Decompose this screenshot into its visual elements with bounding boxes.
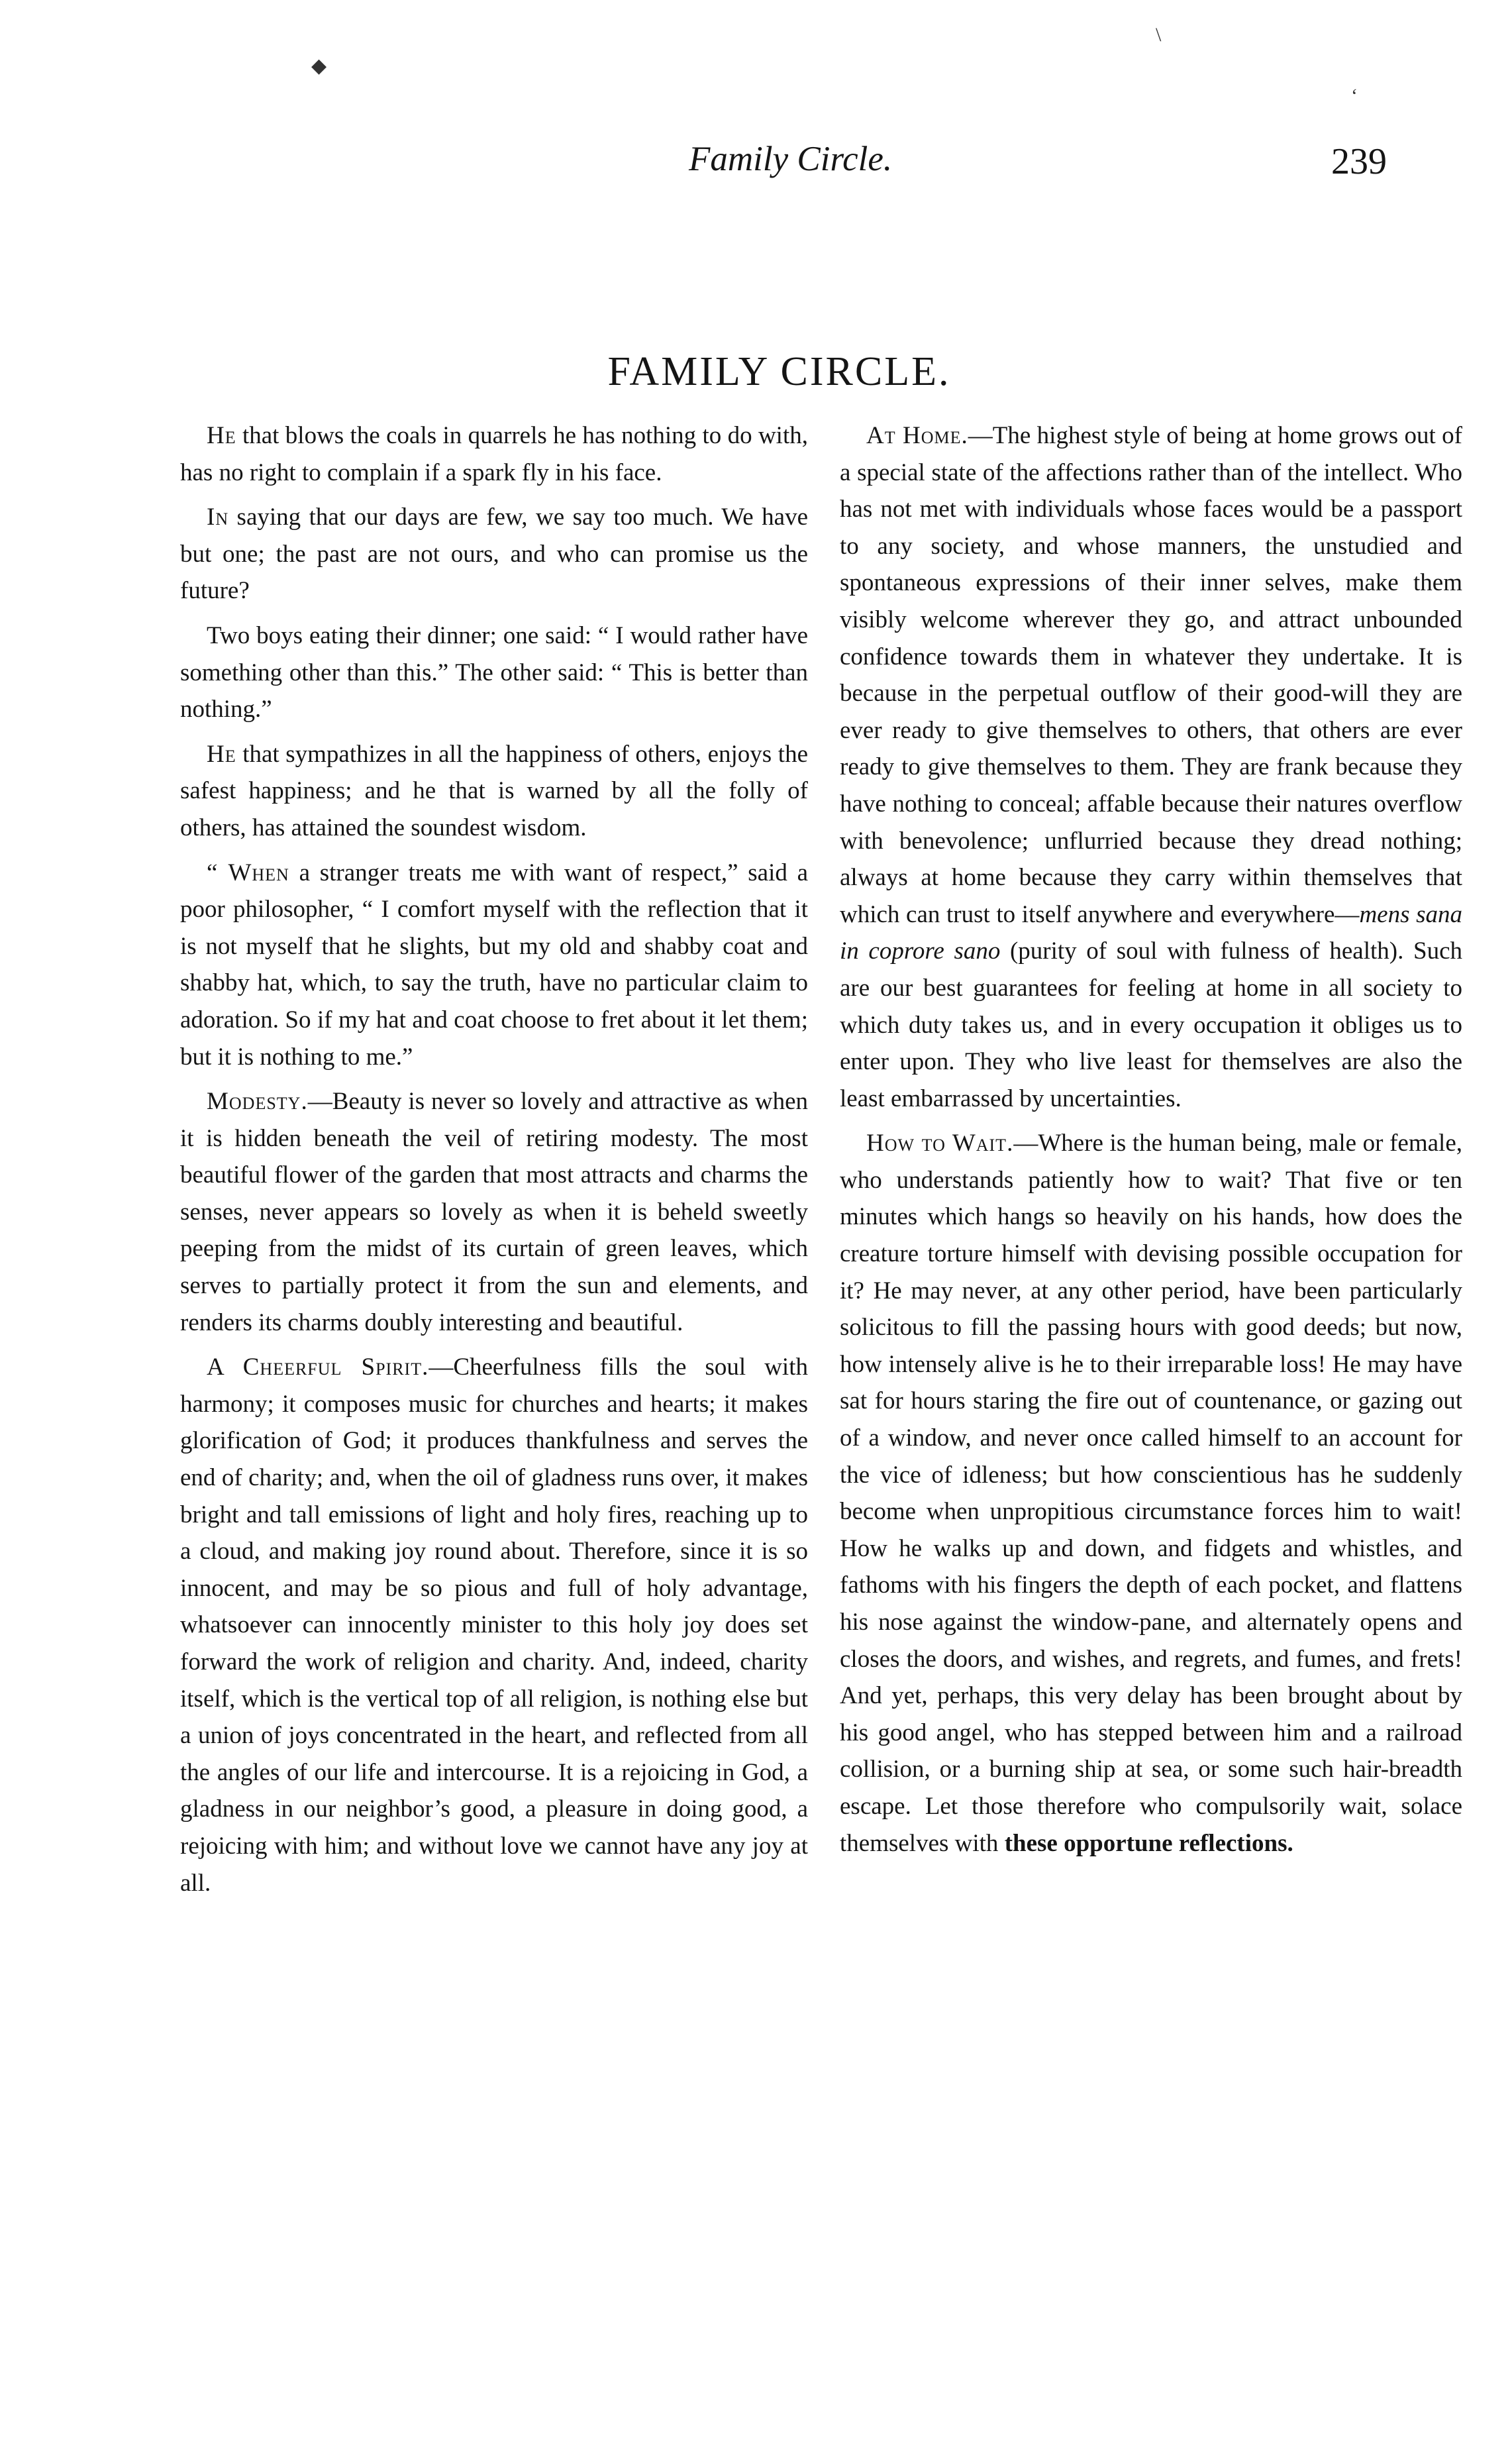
latin-phrase: mens sana in coprore sano	[840, 900, 1462, 965]
paragraph-modesty: Modesty.—Beauty is never so lovely and attractive as when it is hidden beneath the veil of retiring modesty. The most beautiful flower of the garden that most attracts and charms the senses, never appears so lovely as when it is beheld sweetly peeping from the midst of its curtain of green leaves, which serves to partially protect it from the sun and elements, and renders its charms doubly interesting and beautiful.	[180, 1088, 808, 1336]
paragraph: He that blows the coals in quarrels he has nothing to do with, has no right to complain if a spark fly in his face.	[180, 422, 808, 486]
paragraph-how-to-wait: How to Wait.—Where is the human being, male or female, who understands patiently how to wait? That five or ten minutes which hangs so heavily on his hands, how does the creature torture himself with devising possible occupation for it? He may never, at any other period, have been particularly solicitous to fill the passing hours with good deeds; but now, how intensely alive is he to their irreparable loss! He may have sat for hours staring the fire out of countenance, or gazing out of a window, and never once called himself to an account for the vice of idleness; but how conscientious has he suddenly become when unpropitious circumstance forces him to wait! How he walks up and down, and fidgets and whistles, and fathoms with his fingers the depth of each pocket, and flattens his nose against the window-pane, and alternately opens and closes the doors, and wishes, and regrets, and fumes, and frets! And yet, perhaps, this very delay has been brought about by his good angel, who has stepped between him and a railroad collision, or a burning ship at sea, or some such hair-breadth escape. Let those therefore who compulsorily wait, solace themselves with these opportune reflections.	[840, 1130, 1463, 1857]
paragraph: In saying that our days are few, we say too much. We have but one; the past are not ours, and who can promise us the future?	[180, 504, 808, 605]
scan-mark: ◆	[311, 55, 327, 77]
running-header: Family Circle.	[689, 140, 893, 178]
left-column	[180, 417, 808, 1909]
scan-mark: ‘	[1351, 85, 1358, 107]
scan-mark: \	[1156, 24, 1162, 46]
page-number: 239	[1331, 141, 1387, 182]
paragraph-cheerful-spirit: A Cheerful Spirit.—Cheerfulness fills the soul with harmony; it composes music for churches and hearts; it makes glorification of God; it produces thankfulness and serves the end of charity; and, when the oil of gladness runs over, it makes bright and tall emissions of light and holy fires, reaching up to a cloud, and making joy round about. Therefore, since it is so innocent, and may be so pious and full of holy advantage, whatsoever can innocently minister to this holy joy does set forward the work of religion and charity. And, indeed, charity itself, which is the vertical top of all religion, is nothing else but a union of joys concentrated in the heart, and reflected from all the angles of our life and intercourse. It is a rejoicing in God, a gladness in our neighbor’s good, a pleasure in doing good, a rejoicing with him; and without love we cannot have any joy at all.	[180, 1353, 808, 1897]
paragraph: He that sympathizes in all the happiness of others, enjoys the safest happiness; and he that is warned by all the folly of others, has attained the soundest wisdom.	[180, 740, 808, 841]
paragraph-at-home: At Home.—The highest style of being at home grows out of a special state of the affections rather than of the intellect. Who has not met with individuals whose faces would be a passport to any society, and whose manners, the unstudied and spontaneous expressions of their inner selves, make them visibly welcome wherever they go, and attract unbounded confidence towards them in whatever they undertake. It is because in the perpetual outflow of their good-will they are ever ready to give themselves to others, that others are ever ready to give themselves to them. They are frank because they have nothing to conceal; affable because their natures overflow with benevolence; unflurried because they dread nothing; always at home because they carry within themselves that which can trust to itself anywhere and everywhere—mens sana in coprore sano (purity of soul with fulness of health). Such are our best guarantees for feeling at home in all society to which duty takes us, and in every occupation it obliges us to enter upon. They who live least for themselves are also the least embarrassed by uncertainties.	[840, 422, 1462, 1112]
article-title: FAMILY CIRCLE.	[607, 349, 951, 394]
right-column	[840, 417, 1462, 1870]
paragraph: “ When a stranger treats me with want of respect,” said a poor philosopher, “ I comfort myself with the reflection that it is not myself that he slights, but my old and shabby coat and shabby hat, which, to say the truth, have no particular claim to adoration. So if my hat and coat choose to fret about it let them; but it is nothing to me.”	[180, 859, 808, 1071]
paragraph: Two boys eating their dinner; one said: “ I would rather have something other than this.” The other said: “ This is better than nothing.”	[180, 621, 808, 723]
